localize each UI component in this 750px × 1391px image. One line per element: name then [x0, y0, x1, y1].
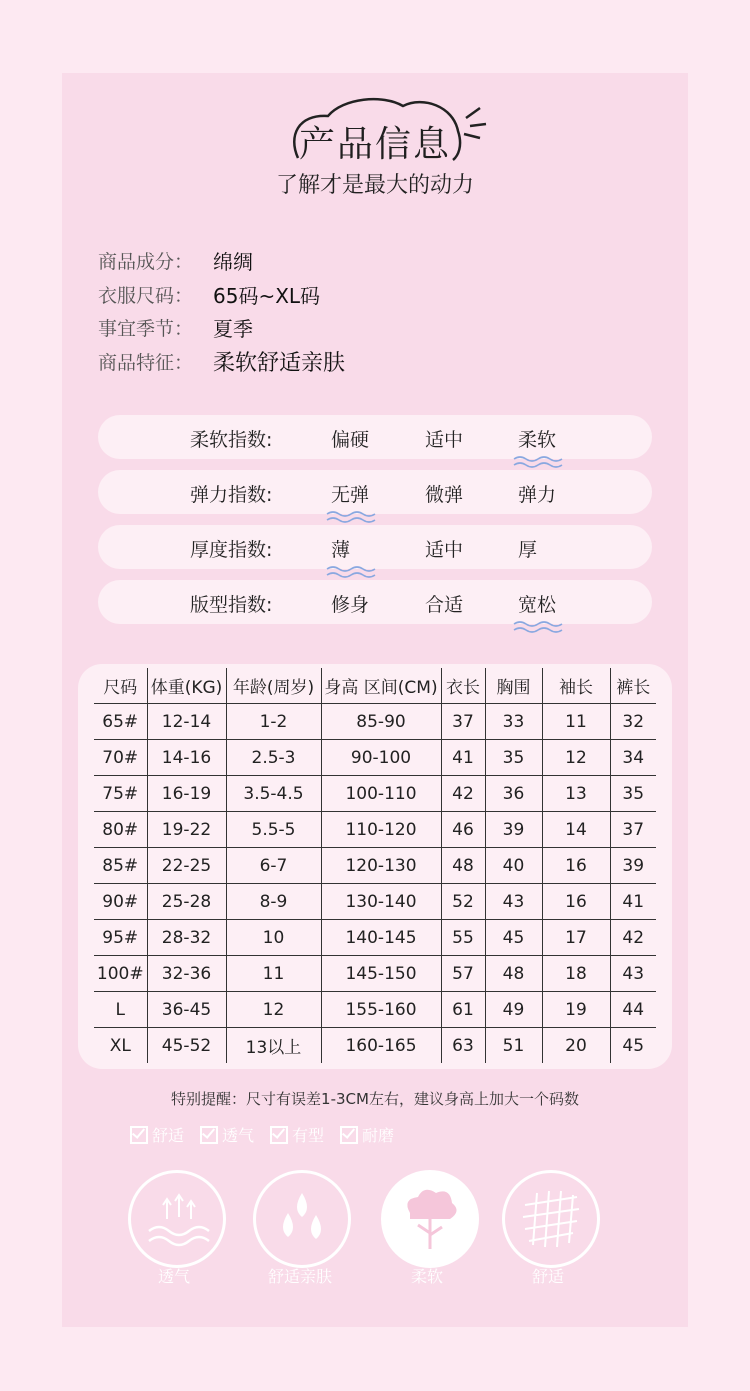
table-cell: 10 [226, 920, 321, 956]
wave-underline-icon [325, 565, 379, 579]
index-option: 修身 [331, 594, 370, 616]
table-cell: 25-28 [147, 884, 226, 920]
feature-label: 透气 [157, 1267, 190, 1286]
table-cell: 34 [622, 747, 645, 768]
table-cell: 13以上 [226, 1028, 321, 1064]
fit-index [98, 580, 652, 624]
table-cell: 61 [441, 992, 485, 1028]
table-cell: 42 [441, 776, 485, 812]
info-row [98, 311, 345, 345]
feature-label: 舒适 [531, 1267, 564, 1286]
checkbox-icon [270, 1126, 288, 1144]
table-row [94, 812, 656, 848]
table-cell: 42 [622, 927, 645, 948]
table-cell: XL [94, 1028, 147, 1064]
table-cell: 12 [542, 740, 610, 776]
check-item [130, 1123, 184, 1146]
table-header-cell: 身高 区间(CM) [321, 668, 441, 704]
table-cell: 12 [226, 992, 321, 1028]
table-cell: 48 [485, 956, 542, 992]
softness-index [98, 415, 652, 459]
page-title: 产品信息 [298, 124, 451, 165]
table-cell: 43 [622, 963, 645, 984]
table-row [94, 956, 656, 992]
table-cell: 1-2 [226, 704, 321, 740]
wave-underline-icon [325, 510, 379, 524]
table-cell: 12-14 [147, 704, 226, 740]
table-cell: 40 [485, 848, 542, 884]
table-cell: 41 [441, 740, 485, 776]
table-header-cell: 年龄(周岁) [226, 668, 321, 704]
index-label: 弹力指数: [190, 484, 273, 506]
table-cell: 16 [542, 848, 610, 884]
table-cell: 32-36 [147, 956, 226, 992]
breathable-icon [128, 1170, 226, 1268]
table-row [94, 848, 656, 884]
feature-checklist [130, 1123, 394, 1146]
index-option-text: 薄 [331, 539, 351, 561]
table-cell: 13 [542, 776, 610, 812]
table-cell: 41 [622, 891, 645, 912]
table-row [94, 884, 656, 920]
elasticity-index [98, 470, 652, 514]
table-header-cell: 胸围 [485, 668, 542, 704]
index-option: 厚 [518, 539, 538, 561]
title-banner [0, 96, 750, 166]
info-value: 绵绸 [213, 250, 253, 275]
table-cell: 16-19 [147, 776, 226, 812]
info-row [98, 345, 345, 379]
check-item [200, 1123, 254, 1146]
table-cell: 28-32 [147, 920, 226, 956]
table-cell: 70# [94, 740, 147, 776]
table-header-row [94, 668, 656, 704]
table-cell: 2.5-3 [226, 740, 321, 776]
product-info [98, 244, 345, 378]
table-cell: 45 [485, 920, 542, 956]
index-label: 柔软指数: [190, 429, 273, 451]
table-row [94, 992, 656, 1028]
table-cell: 130-140 [321, 884, 441, 920]
info-value: 夏季 [213, 317, 253, 342]
cotton-flower-icon [381, 1170, 479, 1268]
index-option: 合适 [425, 594, 464, 616]
table-cell: 46 [441, 812, 485, 848]
table-cell: 22-25 [147, 848, 226, 884]
table-cell: 75# [94, 776, 147, 812]
table-cell: 85# [94, 848, 147, 884]
table-header-cell: 衣长 [441, 668, 485, 704]
info-label: 商品特征： [98, 351, 194, 374]
feature-label: 柔软 [410, 1267, 443, 1286]
wave-underline-icon [512, 620, 566, 634]
fabric-mesh-icon [502, 1170, 600, 1268]
table-cell: 36-45 [147, 992, 226, 1028]
size-note: 特别提醒：尺寸有误差1-3CM左右，建议身高上加大一个码数 [171, 1090, 579, 1108]
table-cell: 45 [622, 1035, 645, 1056]
check-label: 透气 [222, 1126, 255, 1145]
table-cell: 95# [94, 920, 147, 956]
thickness-index [98, 525, 652, 569]
table-cell: 20 [542, 1028, 610, 1064]
info-value: 柔软舒适亲肤 [213, 350, 346, 376]
size-table [94, 668, 656, 1063]
info-label: 事宜季节： [98, 318, 194, 341]
info-value: 65码~XL码 [213, 283, 321, 308]
page-subtitle: 了解才是最大的动力 [275, 173, 474, 198]
table-cell: 19-22 [147, 812, 226, 848]
info-label: 衣服尺码： [98, 284, 194, 307]
table-cell: 85-90 [321, 704, 441, 740]
index-option-text: 无弹 [331, 484, 370, 506]
wave-underline-icon [512, 455, 566, 469]
feature-label: 舒适亲肤 [267, 1267, 332, 1286]
table-cell: 11 [542, 704, 610, 740]
table-cell: 51 [485, 1028, 542, 1064]
table-cell: 48 [441, 848, 485, 884]
table-cell: 49 [485, 992, 542, 1028]
table-cell: 43 [485, 884, 542, 920]
check-item [340, 1123, 394, 1146]
index-option-selected [518, 425, 556, 452]
table-cell: 145-150 [321, 956, 441, 992]
table-cell: 155-160 [321, 992, 441, 1028]
table-cell: 55 [441, 920, 485, 956]
table-row [94, 920, 656, 956]
index-option: 适中 [425, 429, 464, 451]
table-row [94, 776, 656, 812]
table-row [94, 740, 656, 776]
table-cell: 39 [622, 855, 645, 876]
table-cell: 100# [94, 956, 147, 992]
table-cell: 140-145 [321, 920, 441, 956]
table-cell: 90# [94, 884, 147, 920]
table-cell: 17 [542, 920, 610, 956]
index-option-selected [518, 590, 556, 617]
table-cell: 37 [622, 819, 645, 840]
index-option: 适中 [425, 539, 464, 561]
index-option: 微弹 [425, 484, 464, 506]
table-cell: 5.5-5 [226, 812, 321, 848]
table-cell: 52 [441, 884, 485, 920]
table-header-cell: 尺码 [94, 668, 147, 704]
table-cell: 65# [94, 704, 147, 740]
index-option-text: 柔软 [518, 429, 557, 451]
checkbox-icon [340, 1126, 358, 1144]
table-cell: 8-9 [226, 884, 321, 920]
table-cell: 100-110 [321, 776, 441, 812]
check-item [270, 1123, 324, 1146]
table-cell: 45-52 [147, 1028, 226, 1064]
table-cell: 35 [622, 783, 645, 804]
table-cell: 35 [485, 740, 542, 776]
table-cell: 18 [542, 956, 610, 992]
water-drops-icon [253, 1170, 351, 1268]
table-row [94, 704, 656, 740]
table-header-cell: 袖长 [542, 668, 610, 704]
table-cell: 11 [226, 956, 321, 992]
table-cell: 37 [441, 704, 485, 740]
table-cell: 110-120 [321, 812, 441, 848]
table-cell: 90-100 [321, 740, 441, 776]
table-row [94, 1028, 656, 1064]
info-label: 商品成分： [98, 251, 194, 274]
table-cell: 36 [485, 776, 542, 812]
table-cell: 120-130 [321, 848, 441, 884]
table-header-cell: 体重(KG) [147, 668, 226, 704]
table-cell: L [94, 992, 147, 1028]
table-cell: 39 [485, 812, 542, 848]
table-cell: 14-16 [147, 740, 226, 776]
index-label: 厚度指数: [190, 539, 273, 561]
table-cell: 3.5-4.5 [226, 776, 321, 812]
table-cell: 6-7 [226, 848, 321, 884]
table-cell: 44 [622, 999, 645, 1020]
table-cell: 32 [622, 711, 645, 732]
index-label: 版型指数: [190, 594, 273, 616]
checkbox-icon [130, 1126, 148, 1144]
table-cell: 16 [542, 884, 610, 920]
check-label: 舒适 [152, 1126, 185, 1145]
index-option-selected [331, 535, 350, 562]
checkbox-icon [200, 1126, 218, 1144]
index-option-text: 宽松 [518, 594, 557, 616]
table-cell: 19 [542, 992, 610, 1028]
index-option: 偏硬 [331, 429, 370, 451]
check-label: 耐磨 [362, 1126, 395, 1145]
table-cell: 57 [441, 956, 485, 992]
info-row [98, 278, 345, 312]
check-label: 有型 [292, 1126, 325, 1145]
index-option: 弹力 [518, 484, 557, 506]
table-cell: 160-165 [321, 1028, 441, 1064]
table-cell: 80# [94, 812, 147, 848]
table-cell: 33 [485, 704, 542, 740]
info-row [98, 244, 345, 278]
table-cell: 14 [542, 812, 610, 848]
table-header-cell: 裤长 [616, 678, 651, 698]
index-option-selected [331, 480, 369, 507]
table-cell: 63 [441, 1028, 485, 1064]
